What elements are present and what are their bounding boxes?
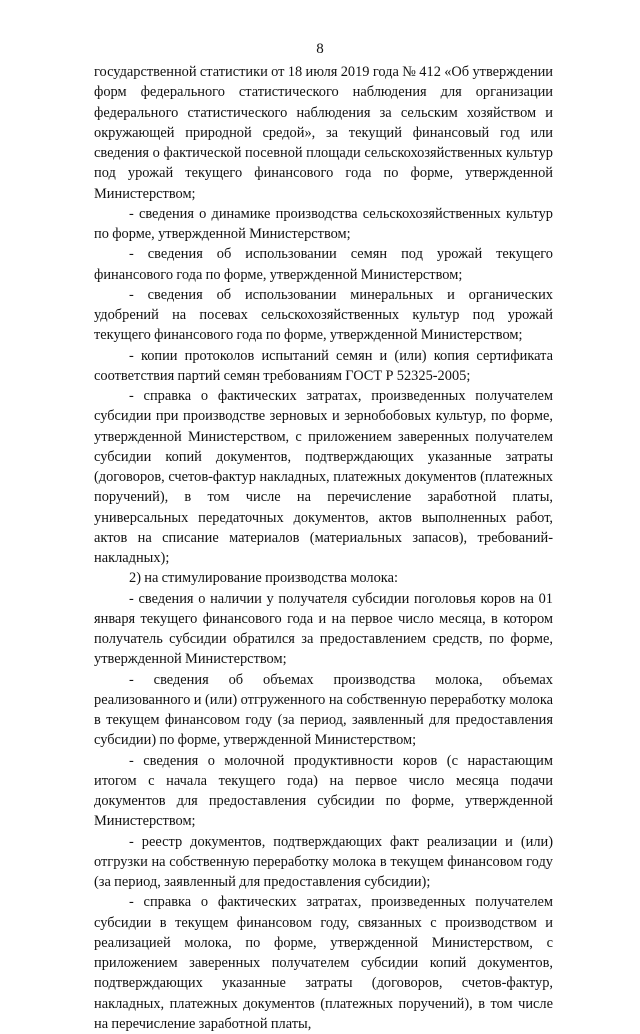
paragraph: - справка о фактических затратах, произведенных получателем субсидии в текущем финансовом году, связанных с производством и реализацией молока, по форме, утвержденной Министерством, с приложением заверенных получателем субсидии копий документов, подтверждающих указанные затраты (договоров, счетов-фактур, накладных, платежных документов (платежных поручений), в том числе на перечисление заработной платы, [94,894,553,1032]
page-number: 8 [316,41,324,57]
paragraph: - сведения об использовании семян под урожай текущего финансового года по форме, утвержденной Министерством; [94,246,553,283]
paragraph: - сведения об объемах производства молока, объемах реализованного и (или) отгруженного на собственную переработку молока в текущем финансовом году (за период, заявленный для предоставления субсидии) по форме, утвержденной Министерством; [94,671,553,749]
paragraph: - сведения о динамике производства сельскохозяйственных культур по форме, утвержденной Министерством; [94,205,553,242]
paragraph: - копии протоколов испытаний семян и (или) копия сертификата соответствия партий семян требованиям ГОСТ Р 52325-2005; [94,347,553,384]
paragraph: - реестр документов, подтверждающих факт реализации и (или) отгрузки на собственную переработку молока в текущем финансовом году (за период, заявленный для предоставления субсидии); [94,833,553,890]
document-body [94,62,553,1034]
paragraph: - сведения о молочной продуктивности коров (с нарастающим итогом с начала текущего года) на первое число месяца подачи документов для предоставления субсидии по форме, утвержденной Министерством; [94,752,553,830]
paragraph: - сведения об использовании минеральных и органических удобрений на посевах сельскохозяйственных культур под урожай текущего финансового года по форме, утвержденной Министерством; [94,286,553,344]
paragraph: - сведения о наличии у получателя субсидии поголовья коров на 01 января текущего финансового года и на первое число месяца, в котором получатель субсидии обратился за предоставлением средств, по форме, утвержденной Министерством; [94,590,553,668]
paragraph: - справка о фактических затратах, произведенных получателем субсидии при производстве зерновых и зернобобовых культур, по форме, утвержденной Министерством, с приложением заверенных получателем субсидии копий документов, подтверждающих указанные затраты (договоров, счетов-фактур накладных, платежных документов (платежных поручений), в том числе на перечисление заработной платы, универсальных передаточных документов, актов выполненных работ, актов на списание материалов (материальных запасов), требований-накладных); [94,388,553,566]
paragraph: государственной статистики от 18 июля 2019 года № 412 «Об утверждении форм федерального статистического наблюдения для организации федерального статистического наблюдения за сельским хозяйством и окружающей природной средой», за текущий финансовый год или сведения о фактической посевной площади сельскохозяйственных культур под урожай текущего финансового года по форме, утвержденной Министерством; [94,64,553,202]
paragraph: 2) на стимулирование производства молока: [129,570,398,587]
